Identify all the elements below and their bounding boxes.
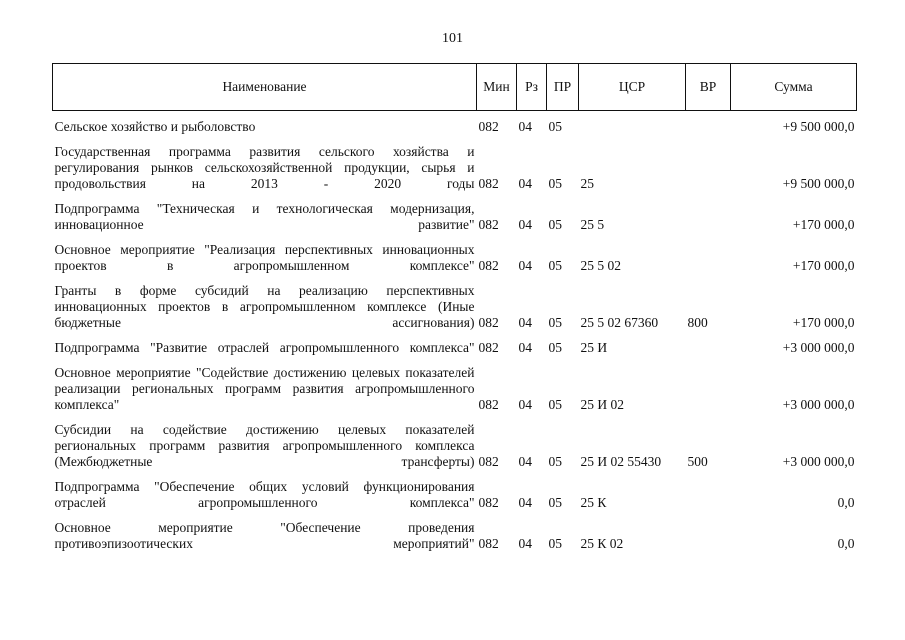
row-rz: 04 <box>518 454 532 469</box>
header-csr: ЦСР <box>579 64 686 111</box>
row-vr <box>686 358 731 415</box>
row-vr <box>686 194 731 235</box>
row-min: 082 <box>478 217 499 232</box>
table-row <box>53 513 857 554</box>
table-row <box>53 276 857 333</box>
row-min: 082 <box>478 258 499 273</box>
row-name: Основное мероприятие "Содействие достижению целевых показателей реализации региональных программ развития агропромышленного комплекса" <box>54 365 475 412</box>
table-row <box>53 472 857 513</box>
row-pr: 05 <box>548 176 562 191</box>
row-name: Субсидии на содействие достижению целевых показателей региональных программ развития агропромышленного комплекса (Межбюджетные трансферты) <box>54 422 475 469</box>
row-min: 082 <box>478 340 499 355</box>
row-min: 082 <box>478 495 499 510</box>
row-rz: 04 <box>518 315 532 330</box>
row-rz: 04 <box>518 340 532 355</box>
row-pr: 05 <box>548 454 562 469</box>
row-pr: 05 <box>548 340 562 355</box>
row-rz: 04 <box>518 397 532 412</box>
row-min: 082 <box>478 315 499 330</box>
row-name: Основное мероприятие "Реализация перспективных инновационных проектов в агропромышленном комплексе" <box>54 242 475 273</box>
row-min: 082 <box>478 119 499 134</box>
row-min: 082 <box>478 536 499 551</box>
row-pr: 05 <box>548 315 562 330</box>
row-name: Государственная программа развития сельского хозяйства и регулирования рынков сельскохозяйственной продукции, сырья и продовольствия на 2013 - 2020 годы <box>54 144 475 191</box>
row-sum: +170 000,0 <box>792 315 855 330</box>
row-csr: 25 К 02 <box>580 536 624 551</box>
header-pr: ПР <box>547 64 579 111</box>
row-sum: +3 000 000,0 <box>782 397 855 412</box>
row-name: Основное мероприятие "Обеспечение проведения противоэпизоотических мероприятий" <box>54 520 475 551</box>
header-vr: ВР <box>686 64 731 111</box>
header-rz: Рз <box>517 64 547 111</box>
row-csr <box>579 111 686 138</box>
row-sum: +3 000 000,0 <box>782 340 855 355</box>
table-header-row <box>53 64 857 111</box>
table-row <box>53 358 857 415</box>
row-name: Подпрограмма "Развитие отраслей агропромышленного комплекса" <box>54 340 475 355</box>
row-pr: 05 <box>548 217 562 232</box>
row-csr: 25 <box>580 176 594 191</box>
row-csr: 25 5 02 67360 <box>580 315 659 330</box>
row-rz: 04 <box>518 217 532 232</box>
row-min: 082 <box>478 397 499 412</box>
row-name: Сельское хозяйство и рыболовство <box>54 119 256 134</box>
row-sum: +170 000,0 <box>792 217 855 232</box>
table-row <box>53 194 857 235</box>
row-sum: +9 500 000,0 <box>782 176 855 191</box>
header-sum: Сумма <box>731 64 857 111</box>
row-pr: 05 <box>548 495 562 510</box>
row-min: 082 <box>478 176 499 191</box>
row-vr <box>686 137 731 194</box>
row-vr <box>686 235 731 276</box>
row-csr: 25 5 <box>580 217 605 232</box>
row-vr <box>686 333 731 358</box>
row-rz: 04 <box>518 495 532 510</box>
page-number: 101 <box>442 31 463 46</box>
row-rz: 04 <box>518 176 532 191</box>
row-csr: 25 5 02 <box>580 258 621 273</box>
table-row <box>53 415 857 472</box>
row-sum: +9 500 000,0 <box>782 119 855 134</box>
row-rz: 04 <box>518 536 532 551</box>
budget-table <box>52 63 857 554</box>
table-row <box>53 137 857 194</box>
row-rz: 04 <box>518 258 532 273</box>
row-sum: +170 000,0 <box>792 258 855 273</box>
row-pr: 05 <box>548 258 562 273</box>
table-row <box>53 235 857 276</box>
row-pr: 05 <box>548 119 562 134</box>
header-min: Мин <box>477 64 517 111</box>
table-row <box>53 333 857 358</box>
row-sum: +3 000 000,0 <box>782 454 855 469</box>
row-csr: 25 И <box>580 340 608 355</box>
row-name: Подпрограмма "Обеспечение общих условий функционирования отраслей агропромышленного комплекса" <box>54 479 475 510</box>
row-name: Гранты в форме субсидий на реализацию перспективных инновационных проектов в агропромышленном комплексе (Иные бюджетные ассигнования) <box>54 283 475 330</box>
header-name: Наименование <box>53 64 477 111</box>
row-vr: 500 <box>687 454 708 469</box>
row-min: 082 <box>478 454 499 469</box>
row-vr <box>686 472 731 513</box>
table-row <box>53 111 857 138</box>
row-csr: 25 И 02 55430 <box>580 454 662 469</box>
row-sum: 0,0 <box>837 495 855 510</box>
row-rz: 04 <box>518 119 532 134</box>
row-vr <box>686 111 731 138</box>
row-pr: 05 <box>548 397 562 412</box>
row-csr: 25 И 02 <box>580 397 624 412</box>
row-sum: 0,0 <box>837 536 855 551</box>
row-vr: 800 <box>687 315 708 330</box>
row-pr: 05 <box>548 536 562 551</box>
row-name: Подпрограмма "Техническая и технологическая модернизация, инновационное развитие" <box>54 201 475 232</box>
row-csr: 25 К <box>580 495 607 510</box>
row-vr <box>686 513 731 554</box>
